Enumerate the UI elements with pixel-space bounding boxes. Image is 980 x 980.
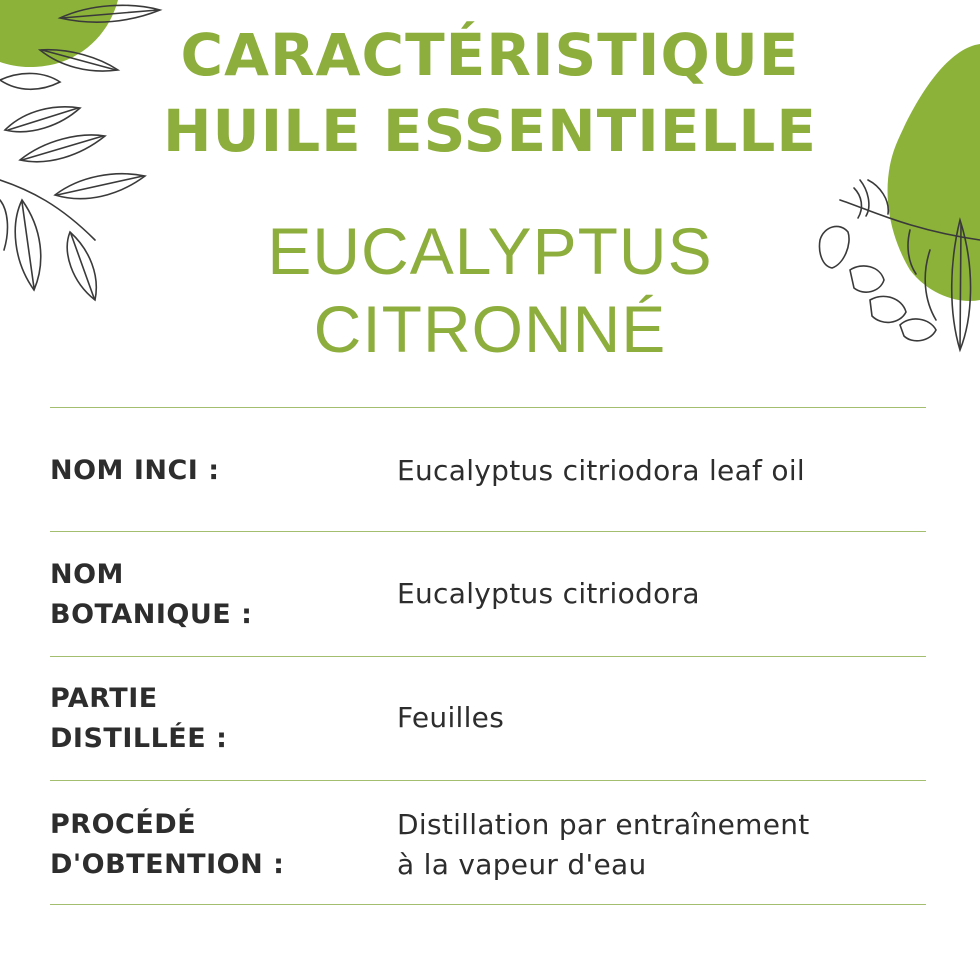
subtitle-line-2: CITRONNÉ <box>313 292 667 366</box>
row-label-procede-obtention <box>50 805 370 885</box>
divider-line <box>50 904 926 905</box>
divider-line <box>50 656 926 657</box>
divider-line <box>50 531 926 532</box>
label-line: PROCÉDÉ <box>50 809 197 840</box>
subtitle-line-1: EUCALYPTUS <box>267 214 713 288</box>
value-line: Eucalyptus citriodora leaf oil <box>397 454 805 487</box>
row-value-nom-botanique <box>397 574 937 614</box>
row-value-nom-inci <box>397 451 937 491</box>
value-line: Eucalyptus citriodora <box>397 577 700 610</box>
value-line: Distillation par entraînement <box>397 808 810 841</box>
divider-line <box>50 407 926 408</box>
value-line: Feuilles <box>397 701 505 734</box>
label-line: NOM INCI : <box>50 455 220 486</box>
title-line-2: HUILE ESSENTIELLE <box>162 97 817 165</box>
value-line: à la vapeur d'eau <box>397 848 647 881</box>
label-line: NOM <box>50 559 124 590</box>
label-line: D'OBTENTION : <box>50 849 285 880</box>
title-line-1: CARACTÉRISTIQUE <box>180 21 800 89</box>
label-line: DISTILLÉE : <box>50 723 228 754</box>
divider-line <box>50 780 926 781</box>
row-label-nom-inci <box>50 451 370 491</box>
row-value-procede-obtention <box>397 805 937 885</box>
row-label-partie-distillee <box>50 679 370 759</box>
row-value-partie-distillee <box>397 698 937 738</box>
row-label-nom-botanique <box>50 555 370 635</box>
label-line: BOTANIQUE : <box>50 599 253 630</box>
label-line: PARTIE <box>50 683 158 714</box>
